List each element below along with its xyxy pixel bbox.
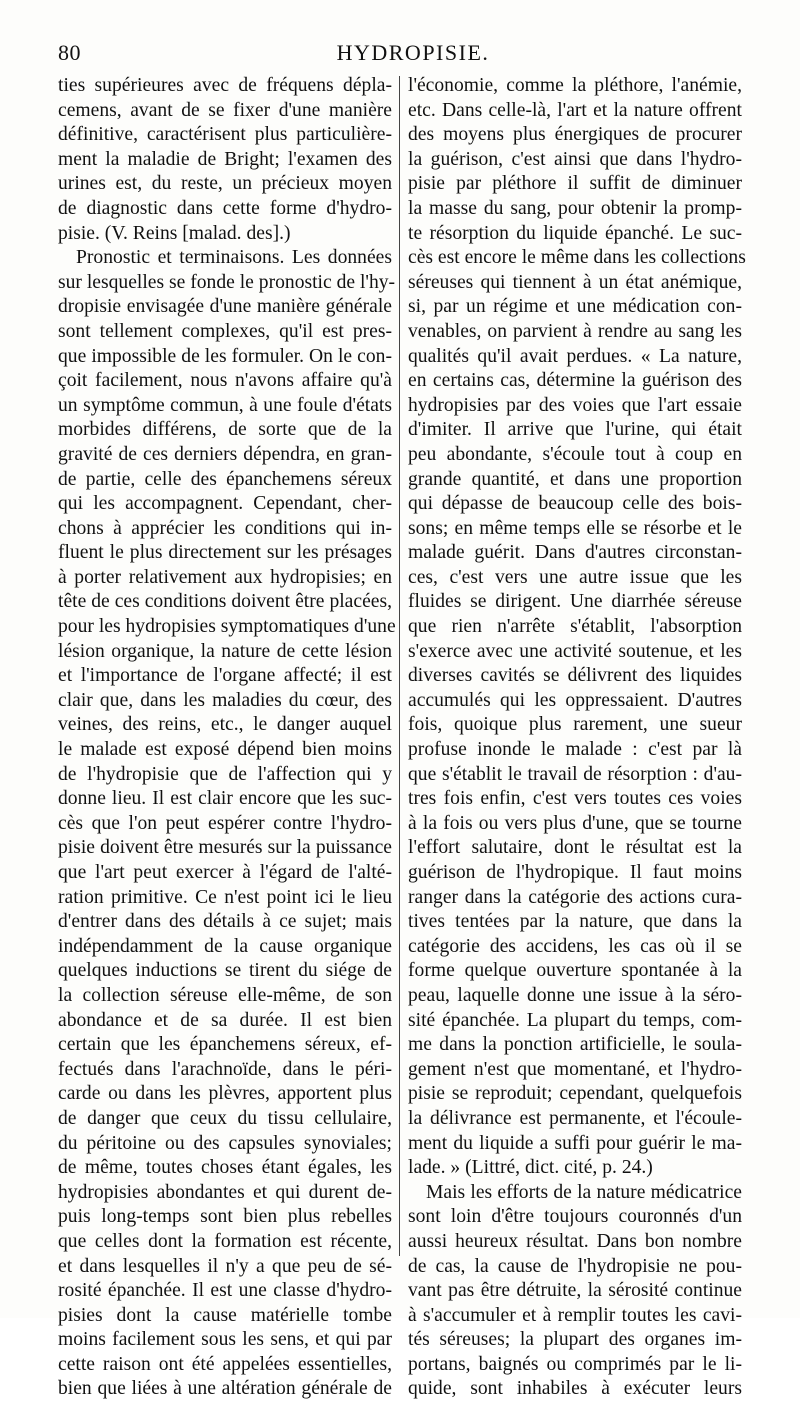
- text-line: la collection séreuse elle-même, de son: [58, 984, 392, 1006]
- text-line: lade. » (Littré, dict. cité, p. 24.): [408, 1157, 653, 1179]
- text-line: d'imiter. Il arrive que l'urine, qui était: [408, 419, 742, 441]
- text-line: que impossible de les formuler. On le con-: [58, 345, 392, 367]
- text-line: quelques inductions se tirent du siége de: [58, 960, 392, 982]
- text-line: que rien n'arrête s'établit, l'absorption: [408, 616, 742, 638]
- text-line: tés séreuses; la plupart des organes im-: [408, 1329, 742, 1351]
- text-line: sont tellement complexes, qu'il est pres-: [58, 320, 392, 342]
- text-line: venables, on parvient à rendre au sang les: [408, 320, 742, 342]
- text-line: gravité de ces derniers dépendra, en gran-: [58, 443, 392, 465]
- text-line: et dans lesquelles il n'y a que peu de sé-: [58, 1255, 392, 1277]
- text-line: sont loin d'être toujours couronnés d'un: [408, 1206, 742, 1228]
- text-line: ties supérieures avec de fréquens dépla-: [58, 75, 392, 96]
- text-line: çoit facilement, nous n'avons affaire qu'à: [58, 370, 392, 392]
- text-line: carde ou dans les plèvres, apportent plus: [58, 1083, 392, 1105]
- text-line: de l'hydropisie que de l'affection qui y: [58, 763, 392, 785]
- text-line: de même, toutes choses étant égales, les: [58, 1157, 392, 1179]
- text-line: moins facilement sous les sens, et qui par: [58, 1329, 392, 1351]
- text-column-left: [58, 74, 396, 1402]
- text-line: que s'établit le travail de résorption : d'au-: [408, 763, 742, 785]
- column-divider: [399, 76, 400, 1256]
- text-line: bien que liées à une altération générale de: [58, 1378, 392, 1400]
- text-line: le malade est exposé dépend bien moins: [58, 739, 392, 761]
- text-line: qui les accompagnent. Cependant, cher-: [58, 493, 392, 515]
- text-line: pisie doivent être mesurés sur la puissance: [58, 837, 392, 859]
- text-line: Mais les efforts de la nature médicatrice: [426, 1181, 742, 1203]
- text-line: donne lieu. Il est clair encore que les suc-: [58, 788, 392, 810]
- running-title: HYDROPISIE.: [336, 40, 490, 65]
- text-line: me dans la ponction artificielle, le soula-: [408, 1034, 742, 1056]
- text-line: du péritoine ou des capsules synoviales;: [58, 1132, 392, 1154]
- text-line: que celles dont la formation est récente,: [58, 1230, 392, 1252]
- text-line: cès est encore le même dans les collections: [408, 247, 746, 269]
- text-line: portans, baignés ou comprimés par le li-: [408, 1353, 742, 1375]
- text-line: la masse du sang, pour obtenir la promp-: [408, 197, 742, 219]
- text-line: hydropisies par des voies que l'art essaie: [408, 394, 742, 416]
- text-line: chons à apprécier les conditions qui in-: [58, 517, 392, 539]
- text-line: ces, c'est vers une autre issue que les: [408, 566, 742, 588]
- text-line: accumulés qui les oppressaient. D'autres: [408, 689, 742, 711]
- text-line: en certains cas, détermine la guérison des: [408, 370, 742, 392]
- text-line: gement n'est que momentané, et l'hydro-: [408, 1058, 742, 1080]
- text-line: Pronostic et terminaisons. Les données: [76, 247, 392, 269]
- text-line: qui dépasse de beaucoup celle des bois-: [408, 493, 742, 515]
- text-line: certain que les épanchemens séreux, ef-: [58, 1034, 392, 1056]
- text-line: séreuses qui tiennent à un état anémique,: [408, 271, 742, 293]
- text-line: sons; en même temps elle se résorbe et le: [408, 517, 742, 539]
- text-line: sur lesquelles se fonde le pronostic de l'hy-: [58, 271, 396, 293]
- text-line: cès que l'on peut espérer contre l'hydro-: [58, 812, 392, 834]
- text-line: pisie se reproduit; cependant, quelquefois: [408, 1083, 742, 1105]
- text-line: tres fois enfin, c'est vers toutes ces voies: [408, 788, 742, 810]
- text-line: de danger que ceux du tissu cellulaire,: [58, 1107, 392, 1129]
- text-line: que l'art peut exercer à l'égard de l'alté-: [58, 862, 392, 883]
- text-line: pisie par pléthore il suffit de diminuer: [408, 173, 742, 195]
- text-line: l'effort salutaire, dont le résultat est la: [408, 837, 742, 859]
- text-line: te résorption du liquide épanché. Le suc-: [408, 222, 742, 244]
- text-line: à porter relativement aux hydropisies; en: [58, 566, 392, 588]
- text-line: la guérison, c'est ainsi que dans l'hydro-: [408, 148, 742, 170]
- text-line: vant pas être détruite, la sérosité continue: [408, 1280, 742, 1302]
- text-line: fectués dans l'arachnoïde, dans le péri-: [58, 1058, 392, 1080]
- text-line: etc. Dans celle-là, l'art et la nature offrent: [408, 99, 742, 121]
- text-line: grande quantité, et dans une proportion: [408, 468, 742, 490]
- text-line: ranger dans la catégorie des actions cura-: [408, 886, 742, 908]
- text-line: dropisie envisagée d'une manière générale: [58, 296, 392, 318]
- text-line: urines est, du reste, un précieux moyen: [58, 173, 392, 195]
- text-line: un symptôme commun, à une foule d'états: [58, 394, 392, 416]
- text-line: à s'accumuler et à remplir toutes les cavi-: [408, 1304, 742, 1326]
- text-line: malade guérit. Dans d'autres circonstan-: [408, 542, 742, 564]
- text-line: peau, laquelle donne une issue à la séro-: [408, 984, 742, 1006]
- text-line: morbides différens, de sorte que de la: [58, 419, 392, 441]
- text-line: de partie, celle des épanchemens séreux: [58, 468, 392, 490]
- text-line: s'exerce avec une activité soutenue, et les: [408, 640, 742, 662]
- text-line: forme quelque ouverture spontanée à la: [408, 960, 742, 982]
- text-line: pisies dont la cause matérielle tombe: [58, 1304, 392, 1326]
- text-line: cemens, avant de se fixer d'une manière: [58, 99, 392, 121]
- text-line: fluent le plus directement sur les présages: [58, 542, 392, 564]
- text-line: quide, sont inhabiles à exécuter leurs: [408, 1378, 742, 1400]
- text-line: lésion organique, la nature de cette lésion: [58, 640, 392, 662]
- text-line: des moyens plus énergiques de procurer: [408, 124, 742, 146]
- text-line: indépendamment de la cause organique: [58, 935, 392, 957]
- text-line: à la fois ou vers plus d'une, que se tourne: [408, 812, 742, 834]
- text-line: fois, quoique plus rarement, une sueur: [408, 714, 742, 736]
- text-line: si, par un régime et une médication con-: [408, 296, 742, 318]
- text-line: de diagnostic dans cette forme d'hydro-: [58, 197, 392, 219]
- text-line: puis long-temps sont bien plus rebelles: [58, 1206, 392, 1228]
- text-line: profuse inonde le malade : c'est par là: [408, 739, 742, 761]
- text-line: et l'importance de l'organe affecté; il est: [58, 665, 392, 687]
- text-line: catégorie des accidens, les cas où il se: [408, 935, 742, 957]
- text-line: aussi heureux résultat. Dans bon nombre: [408, 1230, 742, 1252]
- text-line: ment la maladie de Bright; l'examen des: [58, 148, 392, 170]
- text-line: pisie. (V. Reins [malad. des].): [58, 222, 291, 244]
- text-line: guérison de l'hydropique. Il faut moins: [408, 862, 742, 883]
- text-line: abondance et de sa durée. Il est bien: [58, 1009, 392, 1031]
- text-line: fluides se dirigent. Une diarrhée séreuse: [408, 591, 742, 613]
- text-line: l'économie, comme la pléthore, l'anémie,: [408, 75, 742, 96]
- text-line: diverses cavités se délivrent des liquides: [408, 665, 742, 687]
- page-header: [58, 40, 738, 68]
- text-line: la délivrance est permanente, et l'écoule-: [408, 1107, 742, 1129]
- text-line: peu abondante, s'écoule tout à coup en: [408, 443, 742, 465]
- text-line: rosité épanchée. Il est une classe d'hydro-: [58, 1280, 392, 1302]
- text-line: d'entrer dans des détails à ce sujet; mais: [58, 911, 392, 933]
- text-column-right: [408, 74, 746, 1402]
- text-line: ration primitive. Ce n'est point ici le lieu: [58, 886, 392, 908]
- text-line: cette raison ont été appelées essentielles,: [58, 1353, 392, 1375]
- page-number: 80: [58, 40, 81, 65]
- text-line: tives tentées par la nature, que dans la: [408, 911, 742, 933]
- text-line: ment du liquide a suffi pour guérir le ma-: [408, 1132, 742, 1154]
- text-line: hydropisies abondantes et qui durent de-: [58, 1181, 392, 1203]
- text-line: de cas, la cause de l'hydropisie ne pou-: [408, 1255, 742, 1277]
- text-line: sité épanchée. La plupart du temps, com-: [408, 1009, 742, 1031]
- text-line: définitive, caractérisent plus particulière-: [58, 124, 392, 146]
- text-line: qualités qu'il avait perdues. « La nature,: [408, 345, 742, 367]
- text-line: tête de ces conditions doivent être placées,: [58, 591, 392, 613]
- text-line: clair que, dans les maladies du cœur, des: [58, 689, 392, 711]
- text-line: pour les hydropisies symptomatiques d'une: [58, 616, 396, 638]
- text-line: veines, des reins, etc., le danger auquel: [58, 714, 392, 736]
